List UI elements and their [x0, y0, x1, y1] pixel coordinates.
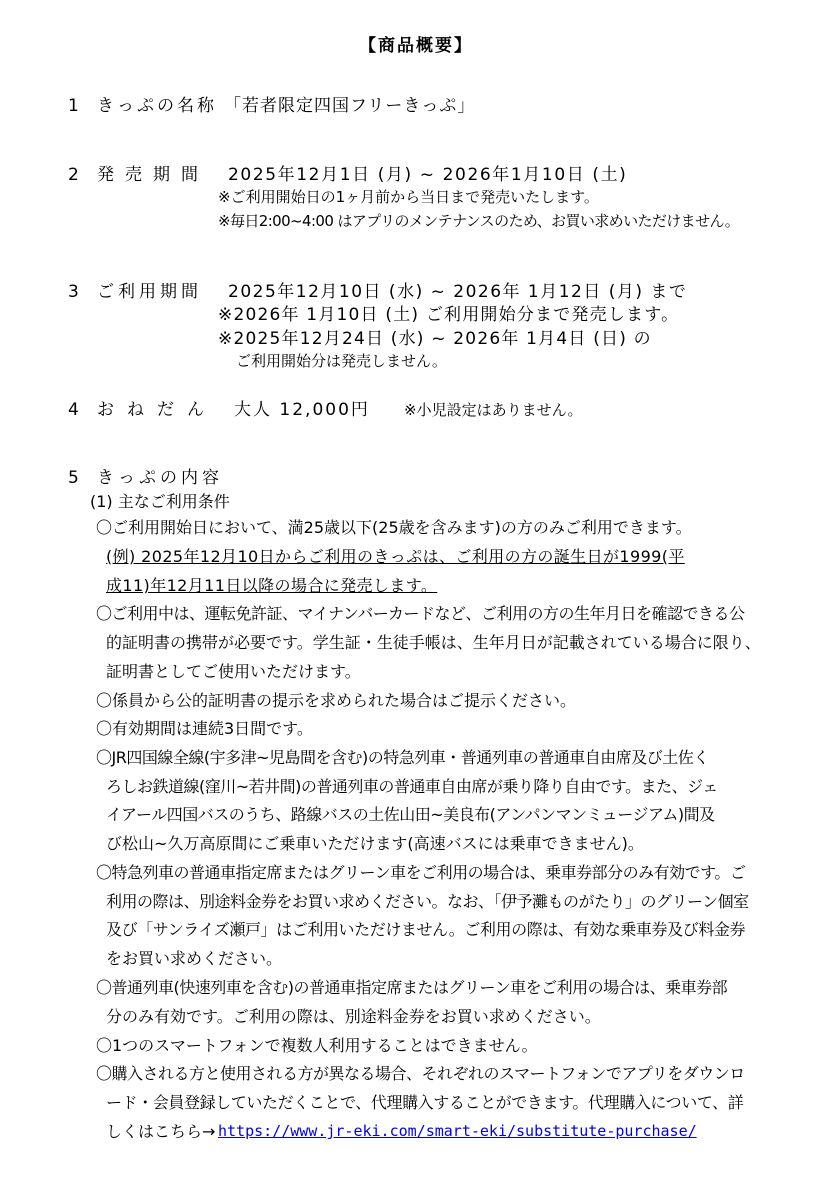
substitute-purchase-link[interactable]: https://www.jr-eki.com/smart-eki/substitute-purchase/ [218, 1122, 697, 1140]
condition-line: ろしお鉄道線(窪川~若井間)の普通列車の普通車自由席が乗り降り自由です。また、ジェ [106, 777, 718, 796]
condition-line: 利用の際は、別途料金券をお買い求めください。なお、「伊予灘ものがたり」のグリーン個室 [106, 892, 749, 911]
section-5-subheading: (1) 主なご利用条件 [90, 492, 230, 511]
condition-line: しくはこちら→ [106, 1122, 216, 1141]
condition-line: 〇特急列車の普通車指定席またはグリーン車をご利用の場合は、乗車券部分のみ有効です。ご [96, 863, 746, 882]
section-5-label: きっぷの内容 [97, 468, 223, 488]
section-2-note-1: ※ご利用開始日の1ヶ月前から当日まで発売いたします。 [218, 188, 599, 206]
condition-line: 〇有効期間は連続3日間です。 [96, 719, 313, 738]
example-line-1: (例) 2025年12月10日からご利用のきっぷは、ご利用の方の誕生日が1999(平 [106, 547, 685, 566]
section-4-label: おねだん [97, 400, 217, 420]
section-1-number: 1 [68, 96, 79, 116]
condition-line: 及び「サンライズ瀬戸」はご利用いただけません。ご利用の際は、有効な乗車券及び料金券 [106, 920, 746, 939]
section-2-number: 2 [68, 165, 79, 185]
condition-line: び松山~久万高原間にご乗車いただけます(高速バスには乗車できません)。 [106, 834, 644, 853]
section-3-value: 2025年12月10日 (水) ~ 2026年 1月12日 (月) まで [228, 282, 688, 302]
condition-line: 〇購入される方と使用される方が異なる場合、それぞれのスマートフォンでアプリをダウンロ [96, 1064, 745, 1083]
condition-line: 的証明書の携帯が必要です。学生証・生徒手帳は、生年月日が記載されている場合に限り、 [106, 633, 761, 652]
condition-line: 〇ご利用中は、運転免許証、マイナンバーカードなど、ご利用の方の生年月日を確認できる公 [96, 604, 745, 623]
section-3-number: 3 [68, 282, 79, 302]
section-2-note-2: ※毎日2:00~4:00 はアプリのメンテナンスのため、お買い求めいただけません。 [218, 212, 740, 230]
example-line-2: 成11)年12月11日以降の場合に発売します。 [106, 576, 438, 595]
condition-line: 〇ご利用開始日において、満25歳以下(25歳を含みます)の方のみご利用できます。 [96, 518, 692, 537]
condition-line: 〇JR四国線全線(宇多津~児島間を含む)の特急列車・普通列車の普通車自由席及び土佐く [96, 748, 709, 767]
section-1-value: 「若者限定四国フリーきっぷ」 [224, 96, 476, 116]
section-1-label: きっぷの名称 [97, 96, 217, 116]
condition-line: ード・会員登録していただくことで、代理購入することができます。代理購入について、詳 [106, 1093, 744, 1112]
section-3-label: ご利用期間 [97, 282, 202, 302]
condition-line: 〇係員から公的証明書の提示を求められた場合はご提示ください。 [96, 691, 577, 710]
condition-line: 証明書としてご使用いただけます。 [106, 662, 361, 681]
condition-line: をお買い求めください。 [106, 949, 283, 968]
page-title: 【商品概要】 [359, 36, 473, 56]
section-3-note-2: ※2025年12月24日 (水) ~ 2026年 1月4日 (日) の [218, 329, 652, 349]
condition-line: イアール四国バスのうち、路線バスの土佐山田~美良布(アンパンマンミュージアム)間及 [106, 805, 715, 824]
section-3-note-1: ※2026年 1月10日 (土) ご利用開始分まで発売します。 [218, 305, 680, 325]
condition-line: 分のみ有効です。ご利用の際は、別途料金券をお買い求めください。 [106, 1007, 601, 1026]
section-2-value: 2025年12月1日 (月) ~ 2026年1月10日 (土) [228, 165, 628, 185]
section-4-note: ※小児設定はありません。 [404, 401, 583, 419]
section-5-number: 5 [68, 468, 79, 488]
section-2-label: 発売期間 [97, 165, 209, 185]
section-4-number: 4 [68, 400, 79, 420]
condition-line: 〇1つのスマートフォンで複数人利用することはできません。 [96, 1036, 538, 1055]
section-3-note-3: ご利用開始分は発売しません。 [236, 352, 447, 370]
section-4-price: 大人 12,000円 [234, 400, 370, 420]
condition-line: 〇普通列車(快速列車を含む)の普通車指定席またはグリーン車をご利用の場合は、乗車券部 [96, 978, 728, 997]
